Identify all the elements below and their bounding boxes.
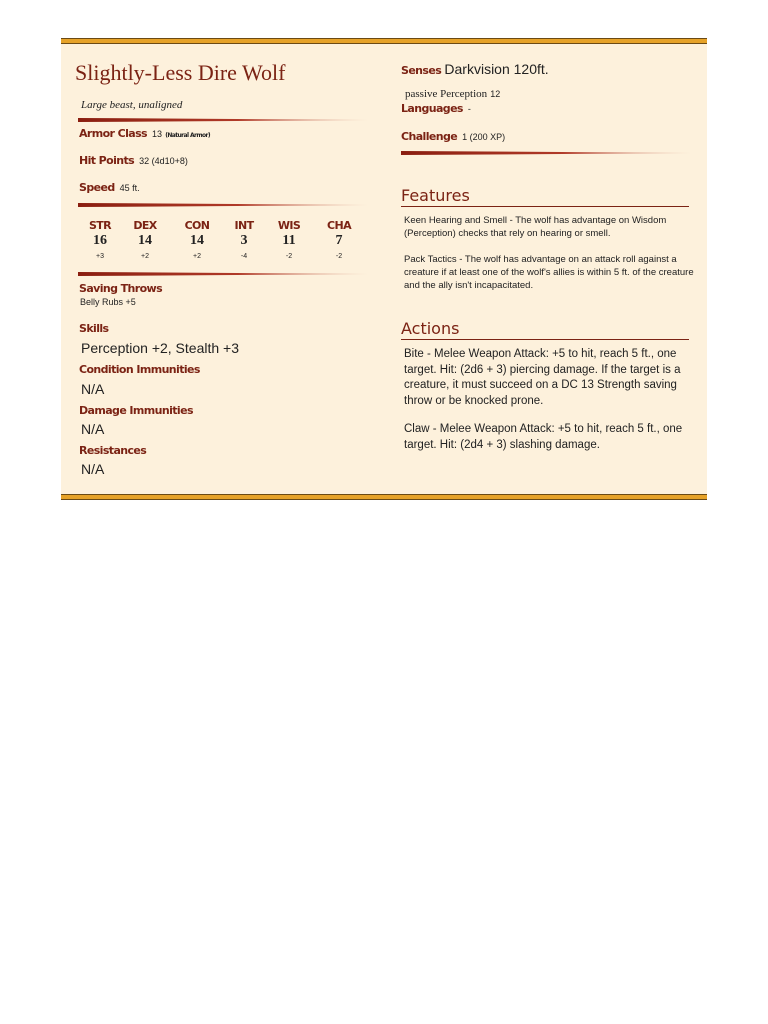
stat-block-card — [61, 38, 707, 500]
features-heading: Features — [401, 186, 470, 205]
ability-name: CON — [184, 219, 210, 232]
features-underline — [401, 206, 689, 207]
feature-pack-tactics: Pack Tactics - The wolf has advantage on an attack roll against a creature if at least one of the wolf's allies is within 5 ft. of the creature and the ally isn't incapacitated. — [404, 254, 694, 291]
armor-class-value: 13 — [151, 129, 162, 139]
languages-label: Languages — [401, 102, 463, 115]
ability-score: 14 — [190, 233, 204, 248]
saving-throws-label: Saving Throws — [79, 282, 163, 295]
ability-modifier: +2 — [193, 253, 201, 260]
damage-immunities-label: Damage Immunities — [79, 404, 193, 417]
divider-taper — [78, 203, 368, 207]
armor-class — [79, 127, 210, 140]
ability-name: INT — [234, 219, 254, 232]
monster-name: Slightly-Less Dire Wolf — [75, 60, 286, 85]
divider-taper — [401, 151, 691, 155]
ability-modifier: -2 — [285, 253, 293, 260]
ability-str — [80, 219, 120, 260]
feature-keen-hearing: Keen Hearing and Smell - The wolf has advantage on Wisdom (Perception) checks that rely on hearing or smell. — [404, 215, 667, 239]
damage-immunities-value: N/A — [81, 421, 105, 437]
card-bottom-border — [61, 494, 707, 500]
challenge-value: 1 (200 XP) — [462, 132, 506, 142]
condition-immunities-label: Condition Immunities — [79, 363, 200, 376]
divider-taper — [78, 272, 368, 276]
ability-modifier: -4 — [240, 253, 248, 260]
speed-label: Speed — [79, 181, 115, 194]
ability-wis — [269, 219, 309, 260]
ability-name: WIS — [277, 219, 301, 232]
ability-cha — [319, 219, 359, 260]
senses — [401, 61, 549, 77]
ability-dex — [125, 219, 165, 260]
ability-score: 7 — [335, 233, 343, 248]
challenge-label: Challenge — [401, 130, 458, 143]
hit-points — [79, 154, 188, 167]
actions-underline — [401, 339, 689, 340]
passive-perception-label: passive Perception — [405, 88, 488, 100]
resistances-value: N/A — [81, 461, 105, 477]
hit-points-label: Hit Points — [79, 154, 135, 167]
action-claw: Claw - Melee Weapon Attack: +5 to hit, reach 5 ft., one target. Hit: (2d4 + 3) slashing damage. — [404, 423, 683, 451]
hit-points-value: 32 (4d10+8) — [139, 156, 188, 166]
ability-name: STR — [88, 219, 112, 232]
senses-value: Darkvision 120ft. — [444, 61, 549, 77]
ability-modifier: -2 — [335, 253, 343, 260]
ability-score: 16 — [93, 233, 107, 248]
ability-con — [177, 219, 217, 260]
languages — [401, 102, 471, 115]
armor-class-label: Armor Class — [79, 127, 147, 140]
ability-modifier: +3 — [96, 253, 104, 260]
challenge — [401, 130, 505, 143]
senses-label: Senses — [401, 64, 442, 77]
saving-throws-value: Belly Rubs +5 — [80, 297, 136, 307]
ability-score: 11 — [282, 233, 296, 248]
actions-heading: Actions — [401, 319, 460, 338]
ability-modifier: +2 — [141, 253, 149, 260]
monster-type: Large beast, unaligned — [81, 99, 183, 111]
resistances-label: Resistances — [79, 444, 147, 457]
passive-perception — [405, 88, 500, 100]
condition-immunities-value: N/A — [81, 381, 105, 397]
ability-name: CHA — [327, 219, 351, 232]
speed — [79, 181, 140, 194]
ability-score: 14 — [138, 233, 152, 248]
skills-value: Perception +2, Stealth +3 — [81, 340, 239, 356]
divider-taper — [78, 118, 368, 122]
ability-name: DEX — [133, 219, 157, 232]
speed-value: 45 ft. — [119, 183, 140, 193]
skills-label: Skills — [79, 322, 109, 335]
ability-score: 3 — [240, 233, 248, 248]
action-bite: Bite - Melee Weapon Attack: +5 to hit, reach 5 ft., one target. Hit: (2d6 + 3) piercing damage. If the target is a creature, it must succeed on a DC 13 Strength saving throw or be knocked prone. — [404, 348, 681, 407]
passive-perception-value: 12 — [490, 89, 501, 99]
ability-int — [224, 219, 264, 260]
card-top-border — [61, 38, 707, 44]
languages-value: - — [467, 104, 471, 114]
armor-class-note: (Natural Armor) — [165, 132, 211, 139]
